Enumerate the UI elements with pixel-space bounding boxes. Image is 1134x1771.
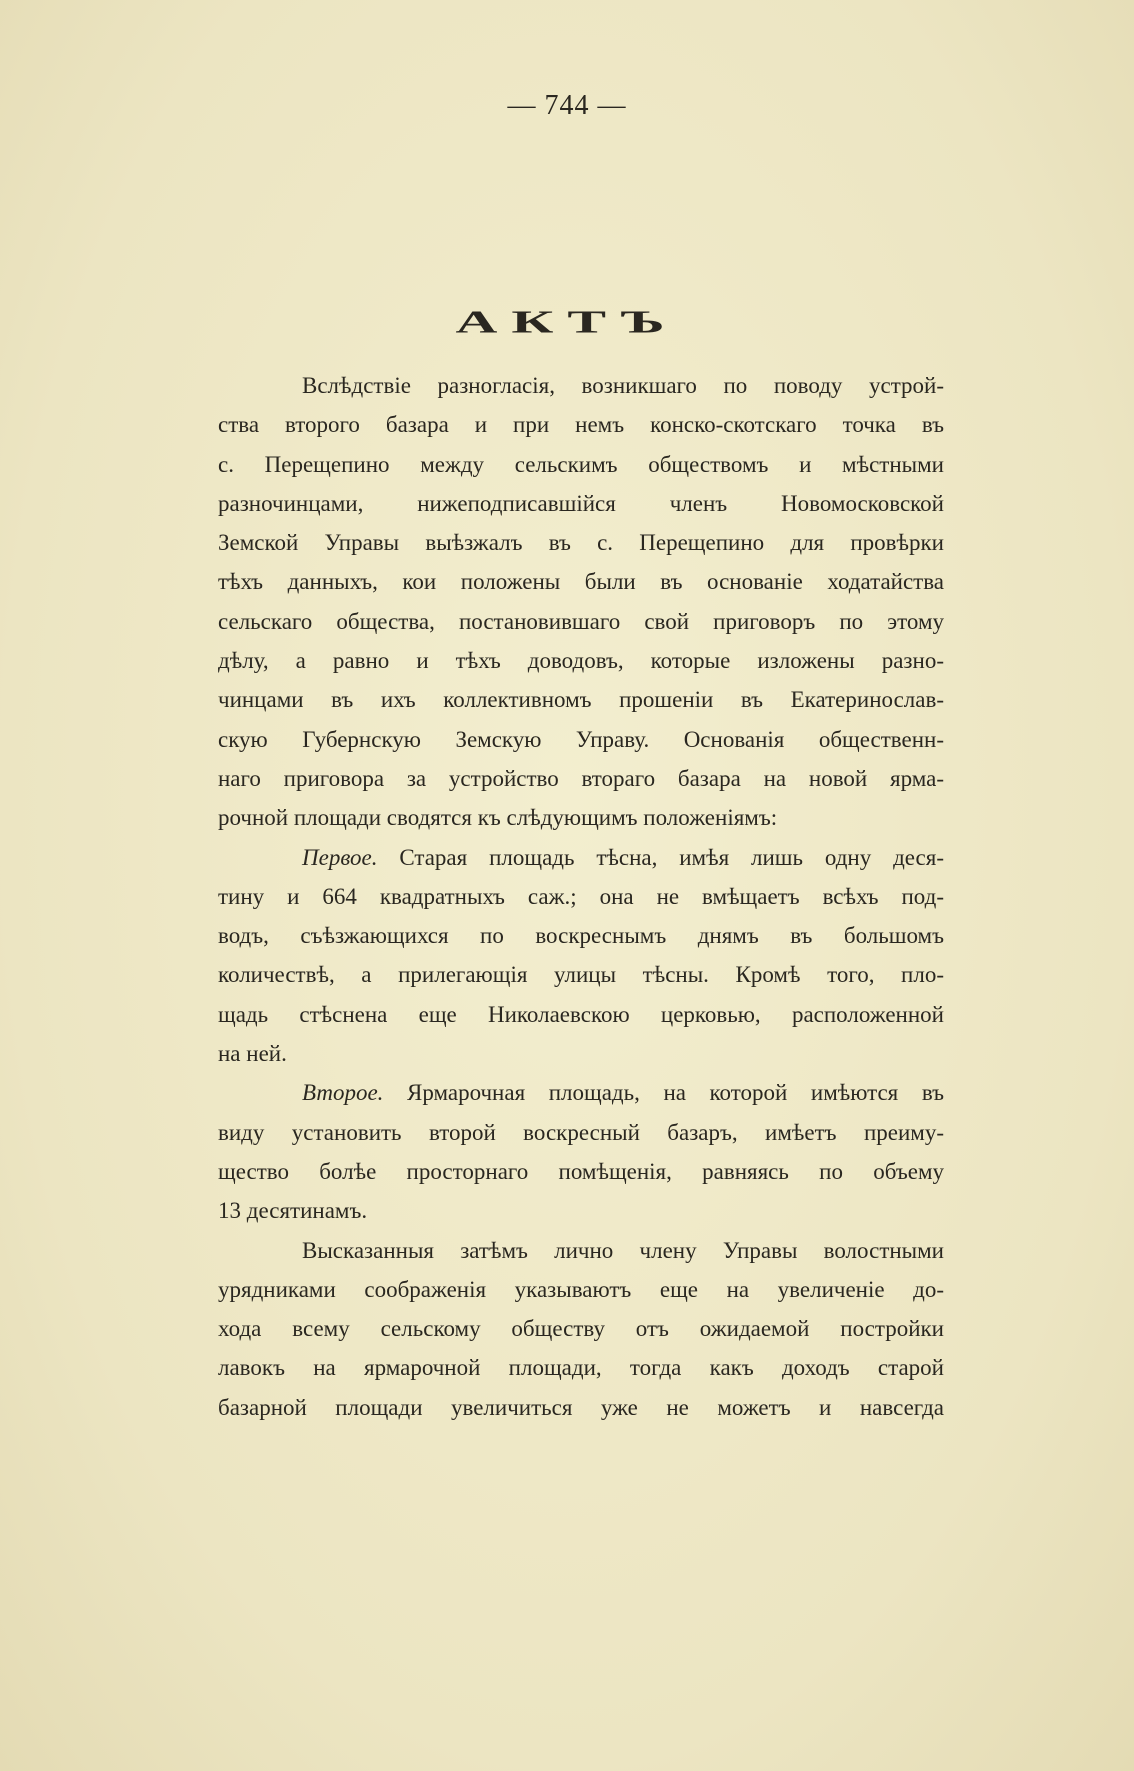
line-text: тѣхъ данныхъ, кои положены были въ основаніе ходатайства bbox=[218, 569, 944, 595]
line-text: хода всему сельскому обществу отъ ожидаемой постройки bbox=[218, 1316, 944, 1342]
text-line bbox=[218, 680, 944, 719]
text-line bbox=[218, 1270, 944, 1309]
text-line bbox=[218, 1231, 944, 1270]
line-text: тину и 664 квадратныхъ саж.; она не вмѣщаетъ всѣхъ под- bbox=[218, 883, 944, 909]
text-line bbox=[218, 759, 944, 798]
line-text: щадь стѣснена еще Николаевскою церковью, расположенной bbox=[218, 1001, 944, 1027]
text-line bbox=[218, 445, 944, 484]
text-line bbox=[218, 641, 944, 680]
text-line bbox=[218, 1388, 944, 1427]
text-line bbox=[218, 1034, 944, 1073]
line-text: скую Губернскую Земскую Управу. Основанія общественн- bbox=[218, 726, 944, 752]
line-text: щество болѣе просторнаго помѣщенія, равняясь по объему bbox=[218, 1158, 944, 1184]
text-line bbox=[218, 523, 944, 562]
line-text: виду установить второй воскресный базаръ, имѣетъ преиму- bbox=[218, 1119, 944, 1145]
text-line bbox=[218, 720, 944, 759]
line-text: базарной площади увеличиться уже не можетъ и навсегда bbox=[218, 1394, 944, 1420]
section-label: Второе. bbox=[302, 1080, 384, 1106]
line-text: чинцами въ ихъ коллективномъ прошеніи въ Екатеринослав- bbox=[218, 687, 944, 713]
body-text bbox=[218, 366, 944, 1427]
line-text: сельскаго общества, постановившаго свой приговоръ по этому bbox=[218, 608, 944, 634]
text-line bbox=[218, 798, 944, 837]
line-text: лавокъ на ярмарочной площади, тогда какъ доходъ старой bbox=[218, 1355, 944, 1381]
line-text: Ярмарочная площадь, на которой имѣются въ bbox=[406, 1080, 944, 1106]
text-line bbox=[218, 1309, 944, 1348]
text-line bbox=[218, 484, 944, 523]
text-line bbox=[218, 602, 944, 641]
text-line bbox=[218, 1073, 944, 1112]
text-line bbox=[218, 1348, 944, 1387]
line-text: Вслѣдствіе разногласія, возникшаго по поводу устрой- bbox=[302, 373, 944, 398]
line-text: наго приговора за устройство втораго базара на новой ярма- bbox=[218, 765, 944, 791]
text-line bbox=[218, 1113, 944, 1152]
line-text: рочной площади сводятся къ слѣдующимъ положеніямъ: bbox=[218, 805, 778, 831]
text-line bbox=[218, 562, 944, 601]
line-text: на ней. bbox=[218, 1041, 287, 1067]
text-line bbox=[218, 1152, 944, 1191]
line-text: Старая площадь тѣсна, имѣя лишь одну деся- bbox=[399, 844, 944, 870]
line-text: Высказанныя затѣмъ лично члену Управы волостными bbox=[302, 1237, 944, 1263]
line-text: количествѣ, а прилегающія улицы тѣсны. Кромѣ того, пло- bbox=[218, 962, 944, 988]
line-text: урядниками соображенія указываютъ еще на увеличеніе до- bbox=[218, 1276, 944, 1302]
line-text: разночинцами, нижеподписавшійся членъ Новомосковской bbox=[218, 490, 944, 516]
text-line bbox=[218, 838, 944, 877]
page-number: — 744 — bbox=[507, 90, 627, 121]
line-text: Земской Управы выѣзжалъ въ с. Перещепино для провѣрки bbox=[218, 530, 944, 556]
section-label: Первое. bbox=[302, 844, 378, 870]
text-line bbox=[218, 1191, 944, 1230]
line-text: с. Перещепино между сельскимъ обществомъ и мѣстными bbox=[218, 451, 944, 477]
text-line bbox=[218, 916, 944, 955]
text-line bbox=[218, 366, 944, 405]
line-text: 13 десятинамъ. bbox=[218, 1198, 368, 1224]
line-text: дѣлу, а равно и тѣхъ доводовъ, которые изложены разно- bbox=[218, 648, 944, 674]
text-line bbox=[218, 955, 944, 994]
text-line bbox=[218, 877, 944, 916]
document-title: АКТЪ bbox=[455, 303, 679, 340]
text-line bbox=[218, 995, 944, 1034]
line-text: ства второго базара и при немъ конско-скотскаго точка въ bbox=[218, 412, 944, 438]
line-text: водъ, съѣзжающихся по воскреснымъ днямъ въ большомъ bbox=[218, 923, 944, 949]
text-line bbox=[218, 405, 944, 444]
